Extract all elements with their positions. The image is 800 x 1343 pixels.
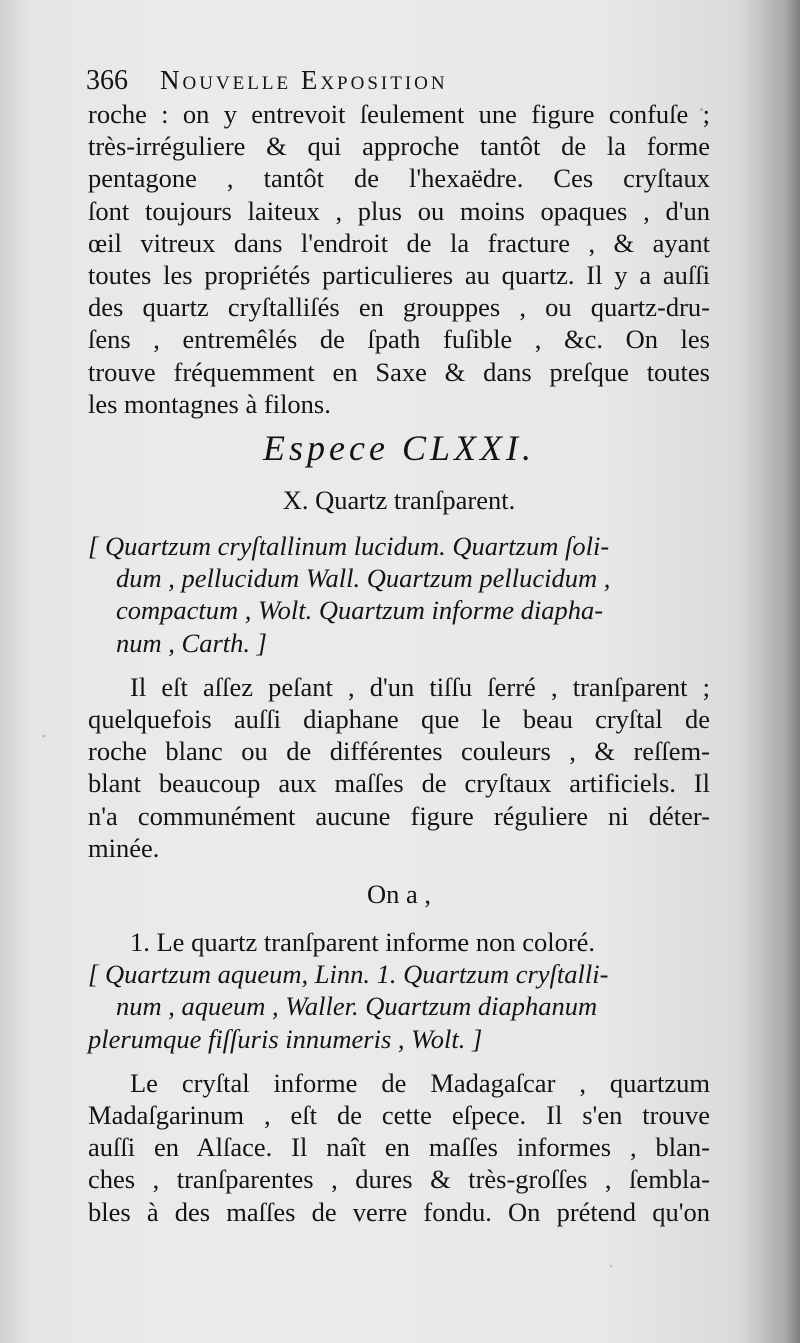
text-line: roche : on y entrevoit ſeulement une figure confuſe ; — [88, 99, 710, 129]
page-text — [88, 64, 710, 1228]
varieties-intro: On a , — [366, 879, 432, 910]
synonym-line: num , aqueum , Waller. Quartzum diaphanum — [116, 991, 598, 1022]
running-title: Nouvelle Exposition — [160, 65, 448, 95]
text-line: pentagone , tantôt de l'hexaëdre. Ces cryſtaux — [88, 163, 710, 194]
synonym-line: [ Quartzum aqueum, Linn. 1. Quartzum cryſtalli- — [88, 959, 609, 990]
text-line: très-irréguliere & qui approche tantôt de la forme — [88, 131, 710, 162]
paragraph-description-continued — [88, 98, 710, 420]
text-line: ſens , entremêlés de ſpath fuſible , &c. On les — [88, 324, 710, 355]
text-line: Madaſgarinum , eſt de cette eſpece. Il s'en trouve — [88, 1100, 710, 1131]
text-line: toutes les propriétés particulieres au quartz. Il y a auſſi — [88, 260, 710, 291]
variety-1 — [88, 926, 710, 1055]
page-number: 366 — [86, 65, 128, 96]
text-line: minée. — [88, 832, 160, 863]
species-heading: Espece CLXXI. — [263, 428, 535, 469]
text-line: Il eſt aſſez peſant , d'un tiſſu ſerré , tranſparent ; — [130, 671, 710, 702]
paper-speck — [42, 735, 45, 737]
text-line: bles à des maſſes de verre fondu. On prétend qu'on — [88, 1196, 710, 1227]
synonyms-block — [88, 530, 710, 659]
synonym-line: [ Quartzum cryſtallinum lucidum. Quartzum ſoli- — [88, 531, 610, 562]
species-subtitle: X. Quartz tranſparent. — [282, 485, 516, 516]
synonym-line: compactum , Wolt. Quartzum informe diapha- — [116, 595, 604, 626]
paper-speck — [610, 1265, 612, 1267]
text-line: roche blanc ou de différentes couleurs , & reſſem- — [88, 736, 710, 767]
text-line: quelquefois auſſi diaphane que le beau cryſtal de — [88, 704, 710, 735]
running-header — [86, 64, 710, 98]
text-line: ſont toujours laiteux , plus ou moins opaques , d'un — [88, 195, 710, 226]
text-line: des quartz cryſtalliſés en grouppes , ou quartz-dru- — [88, 292, 710, 323]
text-line: les montagnes à filons. — [88, 388, 331, 419]
text-line: ches , tranſparentes , dures & très-groſſes , ſembla- — [88, 1164, 710, 1195]
synonym-line: dum , pellucidum Wall. Quartzum pellucidum , — [116, 563, 611, 594]
synonym-line: plerumque fiſſuris innumeris , Wolt. ] — [88, 1023, 483, 1054]
paragraph-description — [88, 671, 710, 864]
paragraph-madagascar — [88, 1067, 710, 1228]
variety-title: 1. Le quartz tranſparent informe non coloré. — [130, 927, 596, 958]
text-line: n'a communément aucune figure réguliere ni déter- — [88, 800, 710, 831]
text-line: Le cryſtal informe de Madagaſcar , quartzum — [130, 1067, 710, 1098]
text-line: blant beaucoup aux maſſes de cryſtaux artificiels. Il — [88, 768, 710, 799]
text-line: auſſi en Alſace. Il naît en maſſes informes , blan- — [88, 1132, 710, 1163]
text-line: trouve fréquemment en Saxe & dans preſque toutes — [88, 356, 710, 387]
synonym-line: num , Carth. ] — [116, 627, 267, 658]
text-line: œil vitreux dans l'endroit de la fracture , & ayant — [88, 227, 710, 258]
